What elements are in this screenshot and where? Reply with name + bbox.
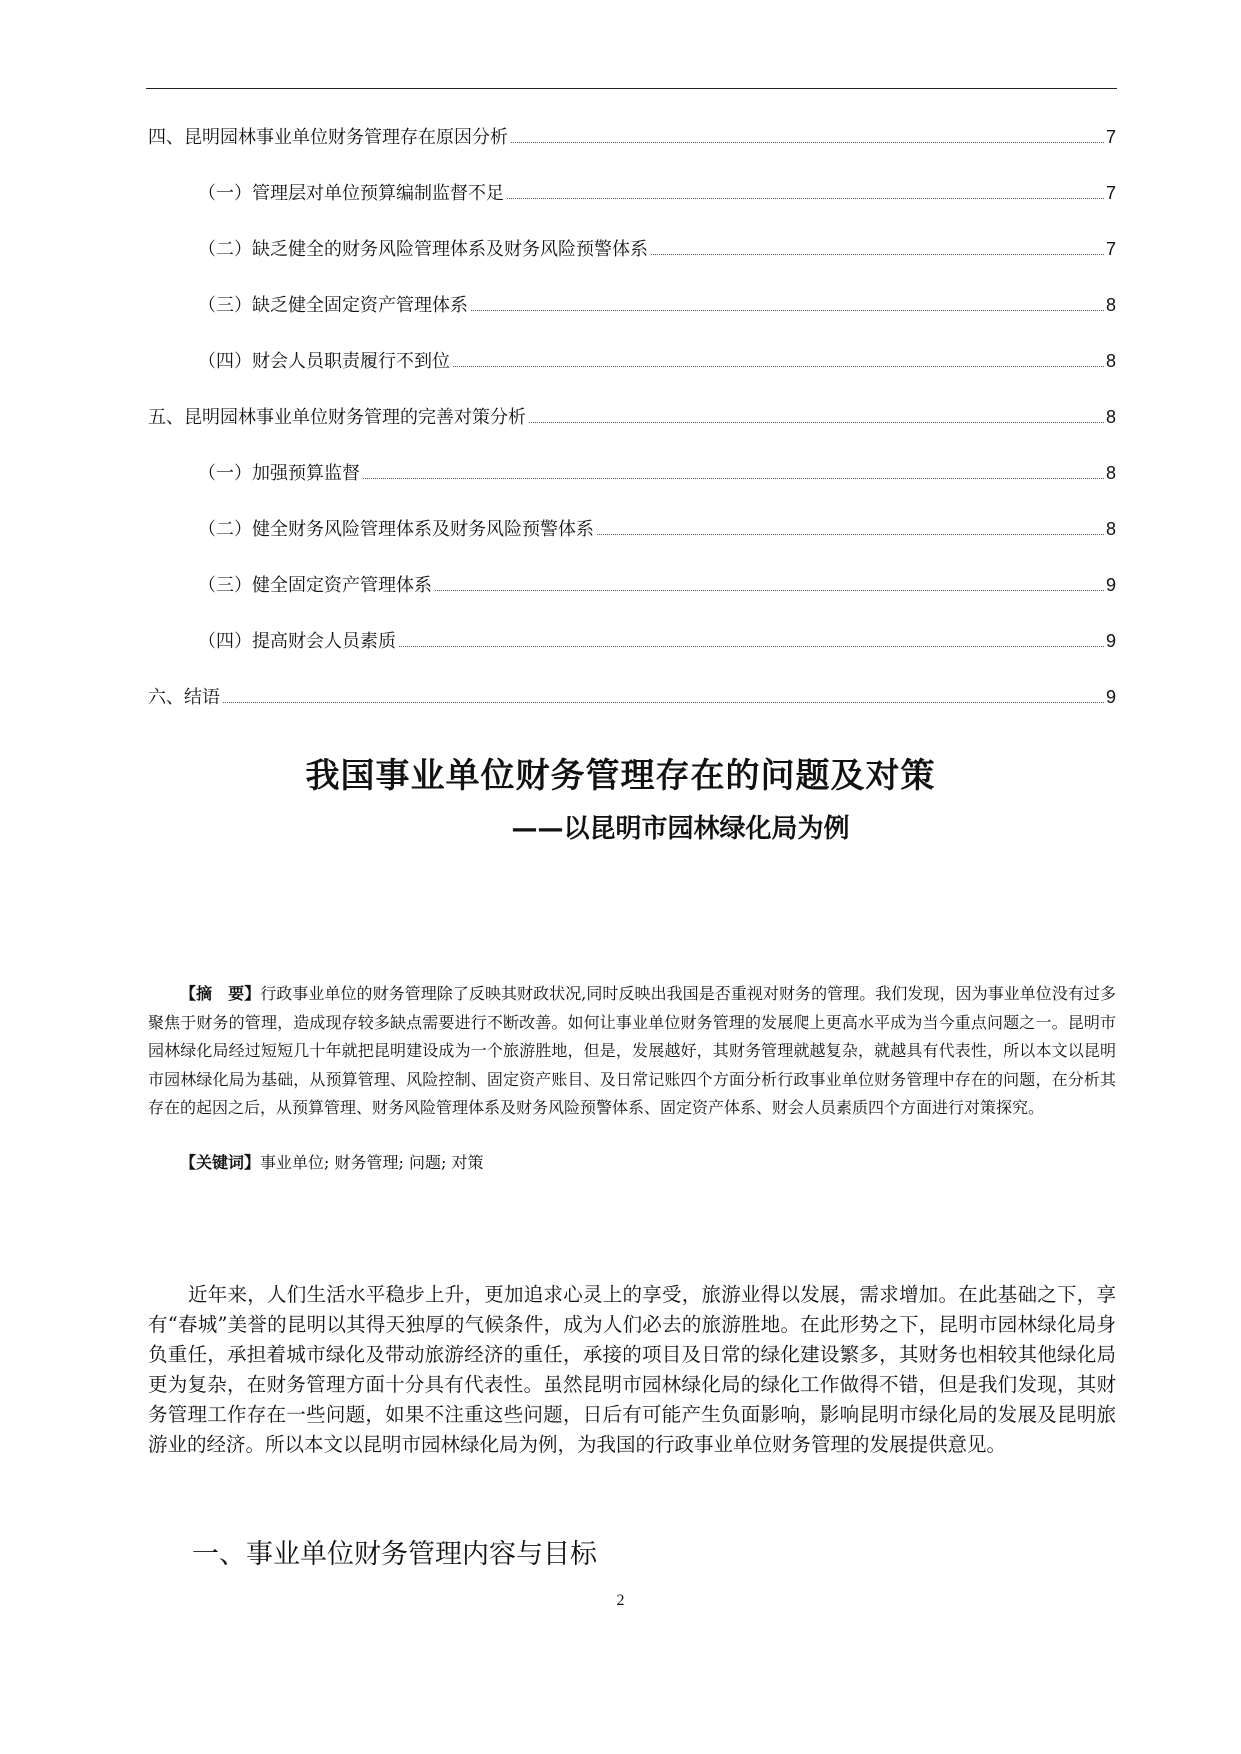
toc-page-number: 8 <box>1105 295 1116 315</box>
toc-entry[interactable] <box>198 461 1116 486</box>
keywords-label: 【关键词】 <box>180 1153 261 1172</box>
toc-leader-dots <box>399 646 1104 647</box>
toc-page-number: 8 <box>1105 463 1116 483</box>
toc-entry[interactable] <box>198 237 1116 262</box>
toc-entry[interactable] <box>198 349 1116 374</box>
toc-page-number: 7 <box>1105 183 1116 203</box>
abstract <box>148 980 1116 1123</box>
toc-page-number: 9 <box>1105 575 1116 595</box>
toc-page-number: 9 <box>1105 687 1116 707</box>
toc-leader-dots <box>597 534 1104 535</box>
toc-leader-dots <box>511 142 1104 143</box>
toc-leader-dots <box>529 422 1104 423</box>
document-subtitle: ——以昆明市园林绿化局为例 <box>511 814 850 844</box>
toc-page-number: 8 <box>1105 519 1116 539</box>
toc-page-number: 7 <box>1105 239 1116 259</box>
toc-entry-title: （一）管理层对单位预算编制监督不足 <box>198 183 504 204</box>
toc-page-number: 8 <box>1105 351 1116 371</box>
toc-entry-title: （三）缺乏健全固定资产管理体系 <box>198 295 468 316</box>
toc-entry-title: （二）健全财务风险管理体系及财务风险预警体系 <box>198 519 594 540</box>
toc-entry-title: （四）财会人员职责履行不到位 <box>198 351 450 372</box>
toc-entry-title: （四）提高财会人员素质 <box>198 631 396 652</box>
toc-entry-title: （三）健全固定资产管理体系 <box>198 575 432 596</box>
toc-page-number: 9 <box>1105 631 1116 651</box>
toc-page-number: 7 <box>1105 127 1116 147</box>
toc-entry-title: 四、昆明园林事业单位财务管理存在原因分析 <box>148 127 508 148</box>
document-title: 我国事业单位财务管理存在的问题及对策 <box>305 756 936 796</box>
page-number: 2 <box>616 1592 625 1609</box>
toc-entry[interactable] <box>198 517 1116 542</box>
intro-paragraph: 近年来，人们生活水平稳步上升，更加追求心灵上的享受，旅游业得以发展，需求增加。在此基础之下，享有“春城”美誉的昆明以其得天独厚的气候条件，成为人们必去的旅游胜地。在此形势之下，昆明市园林绿化局身负重任，承担着城市绿化及带动旅游经济的重任，承接的项目及日常的绿化建设繁多，其财务也相较其他绿化局更为复杂，在财务管理方面十分具有代表性。虽然昆明市园林绿化局的绿化工作做得不错，但是我们发现，其财务管理工作存在一些问题，如果不注重这些问题，日后有可能产生负面影响，影响昆明市绿化局的发展及昆明旅游业的经济。所以本文以昆明市园林绿化局为例，为我国的行政事业单位财务管理的发展提供意见。 <box>148 1283 1116 1456</box>
toc-entry[interactable] <box>198 629 1116 654</box>
toc-entry[interactable] <box>148 405 1116 430</box>
toc-entry[interactable] <box>198 293 1116 318</box>
abstract-label: 【摘 要】 <box>180 984 261 1003</box>
keywords <box>148 1149 1116 1177</box>
toc-entry[interactable] <box>148 125 1116 150</box>
header-rule <box>146 88 1117 89</box>
keywords-text: 事业单位; 财务管理; 问题; 对策 <box>260 1153 484 1172</box>
toc-page-number: 8 <box>1105 407 1116 427</box>
section-heading: 一、事业单位财务管理内容与目标 <box>192 1539 597 1570</box>
toc-leader-dots <box>435 590 1104 591</box>
toc-entry-title: 五、昆明园林事业单位财务管理的完善对策分析 <box>148 407 526 428</box>
toc-leader-dots <box>507 198 1104 199</box>
toc-leader-dots <box>363 478 1104 479</box>
toc-leader-dots <box>651 254 1104 255</box>
toc-entry-title: （一）加强预算监督 <box>198 463 360 484</box>
toc-entry[interactable] <box>198 181 1116 206</box>
toc-leader-dots <box>471 310 1104 311</box>
toc-leader-dots <box>453 366 1104 367</box>
toc-leader-dots <box>223 702 1104 703</box>
toc-entry[interactable] <box>148 685 1116 710</box>
toc-entry-title: 六、结语 <box>148 687 220 708</box>
toc-entry-title: （二）缺乏健全的财务风险管理体系及财务风险预警体系 <box>198 239 648 260</box>
abstract-text: 行政事业单位的财务管理除了反映其财政状况,同时反映出我国是否重视对财务的管理。我们发现，因为事业单位没有过多聚焦于财务的管理，造成现存较多缺点需要进行不断改善。如何让事业单位财务管理的发展爬上更高水平成为当今重点问题之一。昆明市园林绿化局经过短短几十年就把昆明建设成为一个旅游胜地，但是，发展越好，其财务管理就越复杂，就越具有代表性，所以本文以昆明市园林绿化局为基础，从预算管理、风险控制、固定资产账目、及日常记账四个方面分析行政事业单位财务管理中存在的问题，在分析其存在的起因之后，从预算管理、财务风险管理体系及财务风险预警体系、固定资产体系、财会人员素质四个方面进行对策探究。 <box>148 984 1116 1117</box>
toc-entry[interactable] <box>198 573 1116 598</box>
